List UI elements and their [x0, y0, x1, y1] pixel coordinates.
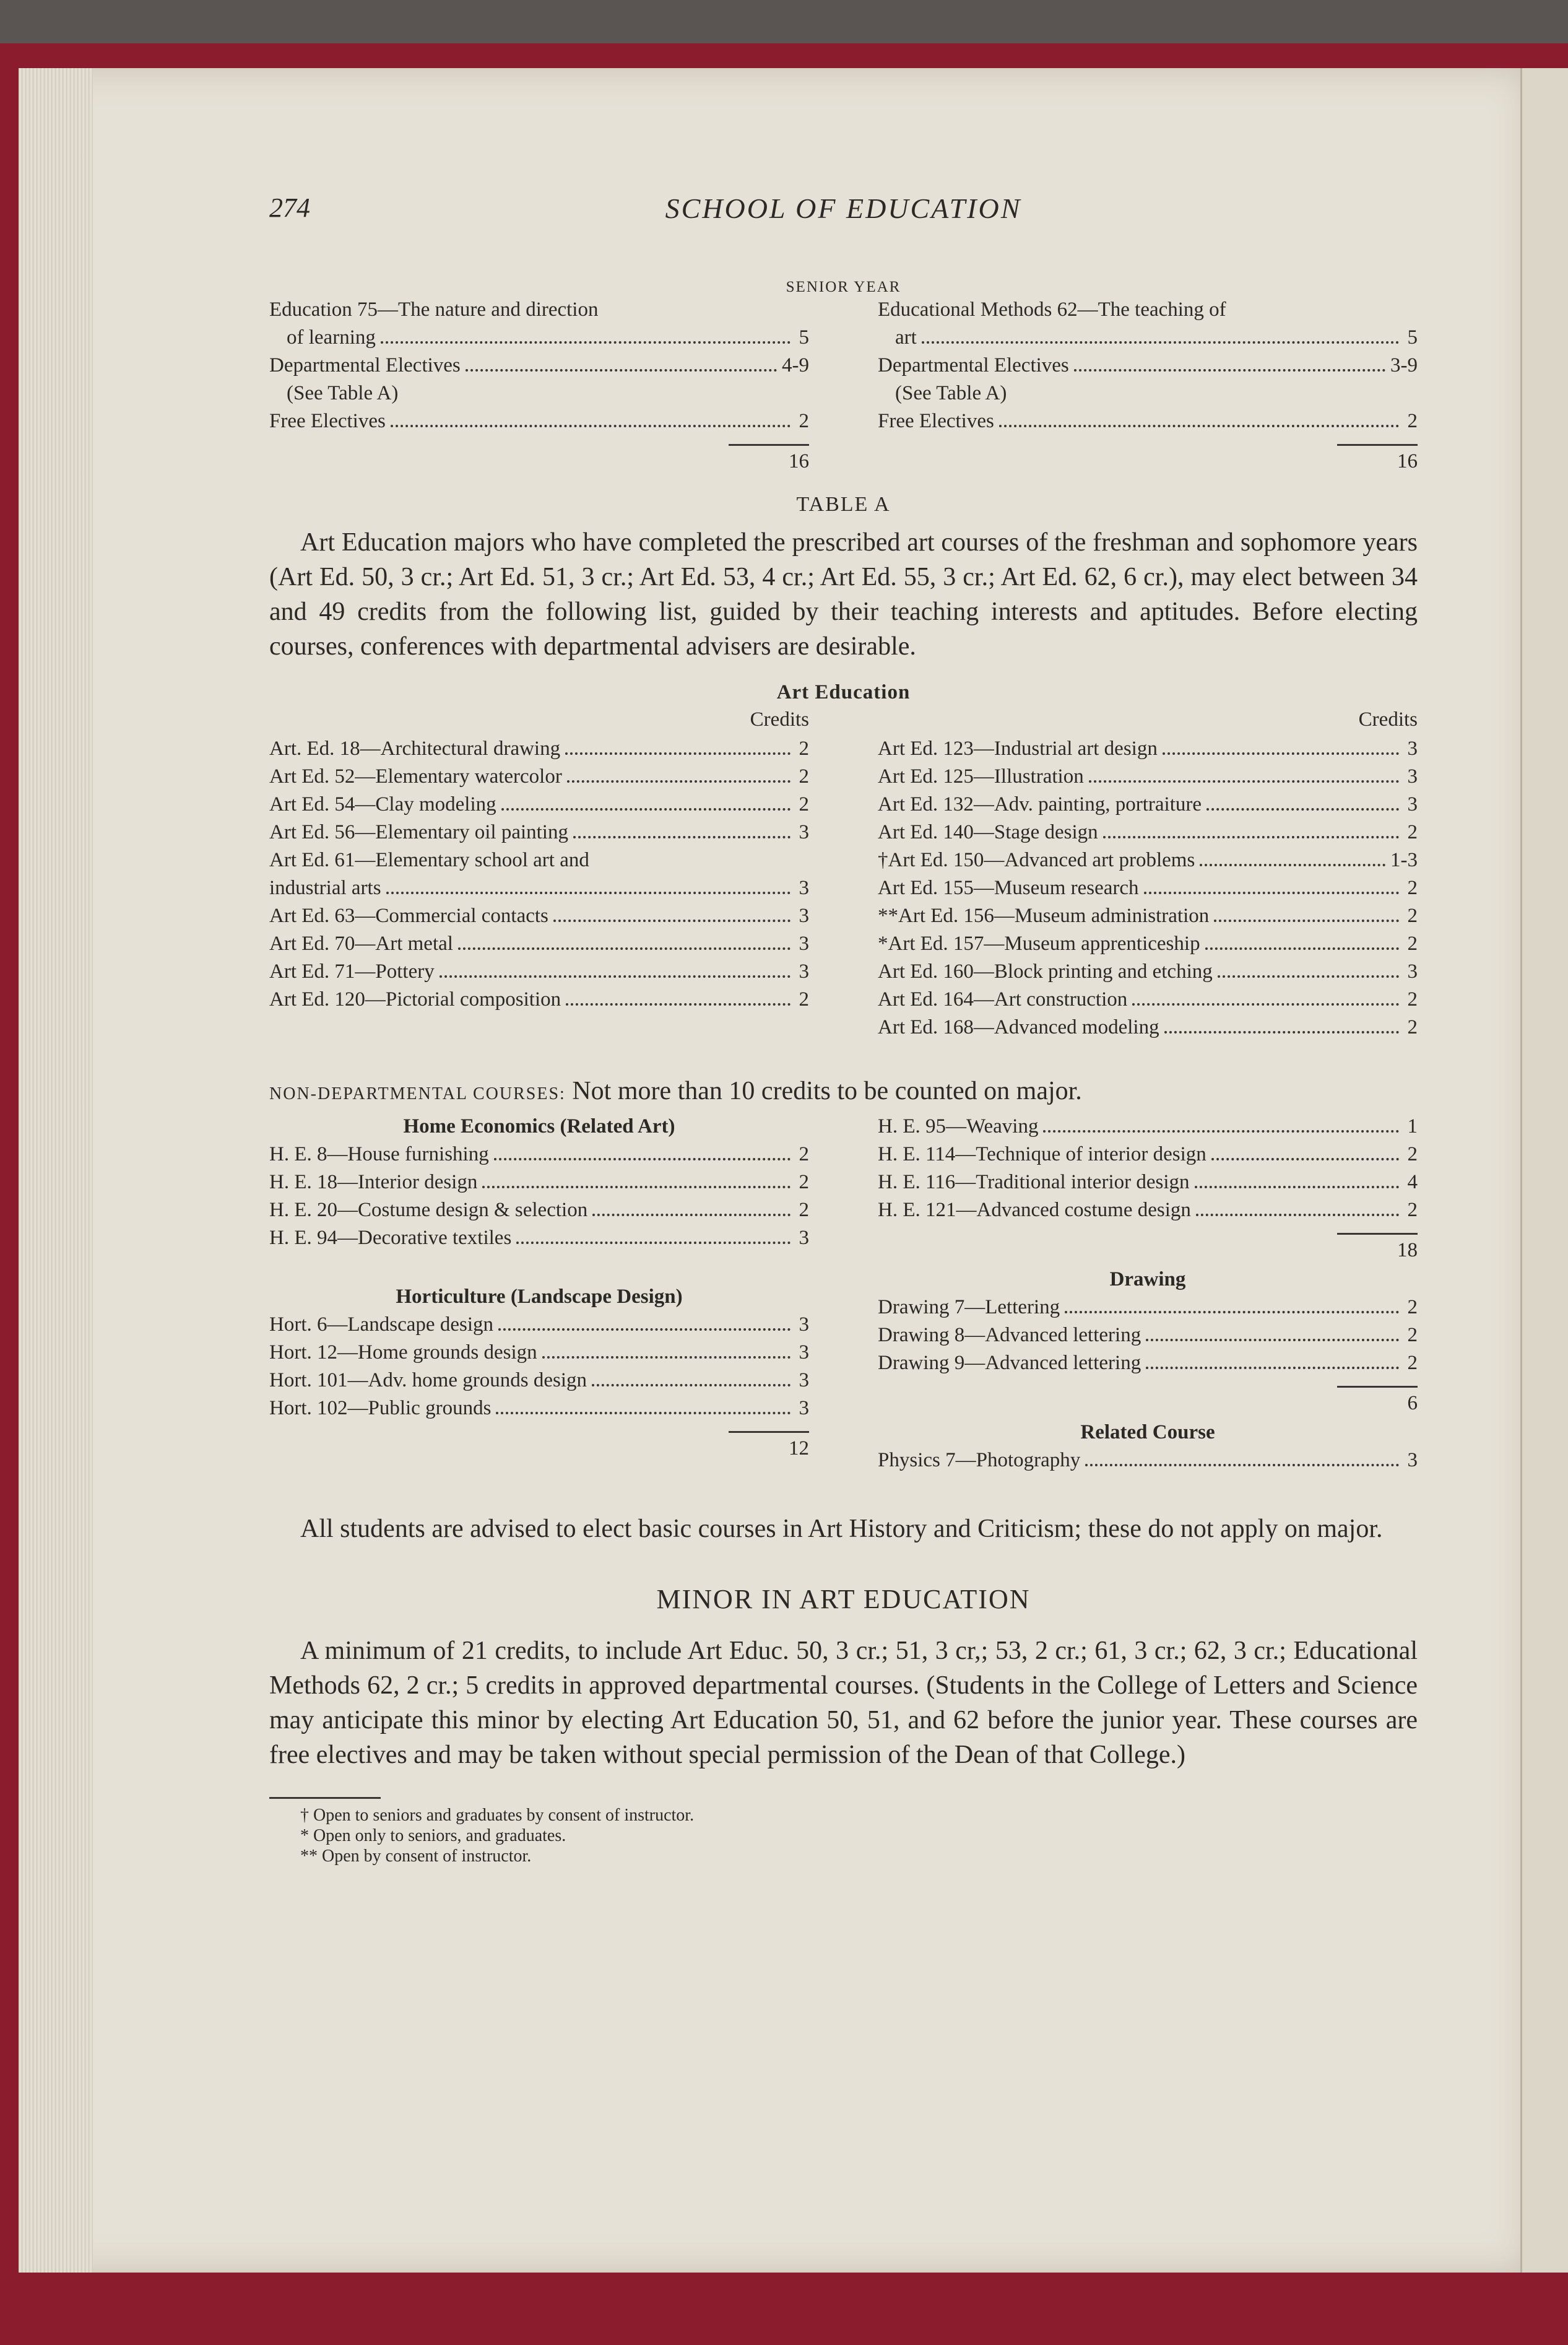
- course-label: H. E. 95—Weaving: [878, 1115, 1039, 1138]
- course-credits: 2: [799, 988, 809, 1011]
- dot-leader: [1218, 975, 1399, 978]
- course-row: [878, 846, 1418, 874]
- dot-leader: [1132, 1003, 1399, 1006]
- dot-leader: [498, 1328, 790, 1331]
- dot-leader: [1146, 1339, 1399, 1341]
- course-label: H. E. 20—Costume design & selection: [269, 1199, 588, 1221]
- course-credits: 3: [1407, 960, 1418, 983]
- course-label: Art Ed. 54—Clay modeling: [269, 793, 496, 816]
- dot-leader: [391, 425, 790, 427]
- course-credits: 4: [1407, 1171, 1418, 1193]
- course-credits: 4-9: [782, 354, 809, 376]
- course-credits: 3-9: [1390, 354, 1418, 376]
- drawing-total: 6: [1407, 1392, 1418, 1414]
- advice-paragraph: All students are advised to elect basic courses in Art History and Criticism; these do not apply on major.: [300, 1515, 1383, 1543]
- course-credits: 3: [799, 821, 809, 843]
- dot-leader: [1103, 836, 1399, 838]
- course-label: Drawing 9—Advanced lettering: [878, 1352, 1141, 1374]
- course-credits: 5: [799, 326, 809, 349]
- course-row: [269, 735, 809, 763]
- footnote-rule: [269, 1797, 381, 1799]
- senior-year-heading: SENIOR YEAR: [786, 279, 901, 295]
- course-credits: 3: [799, 1313, 809, 1336]
- course-credits: 3: [799, 1397, 809, 1419]
- dot-leader: [1214, 920, 1399, 922]
- course-credits: 2: [1407, 1352, 1418, 1374]
- course-row: [269, 763, 809, 791]
- facing-page-edge: [1520, 68, 1568, 2273]
- course-credits: 3: [799, 877, 809, 899]
- home-economics-heading: Home Economics (Related Art): [403, 1115, 675, 1138]
- course-label: Art Ed. 120—Pictorial composition: [269, 988, 561, 1011]
- horticulture-total: 12: [789, 1437, 809, 1460]
- course-label: Physics 7—Photography: [878, 1449, 1081, 1471]
- dot-leader: [1164, 1031, 1399, 1033]
- course-row: [878, 1321, 1418, 1349]
- course-row: [269, 1367, 809, 1394]
- course-label: Art Ed. 164—Art construction: [878, 988, 1128, 1011]
- senior-year-totals: [269, 435, 1418, 477]
- senior-year-right: [878, 296, 1418, 435]
- course-label: Hort. 12—Home grounds design: [269, 1341, 537, 1364]
- horticulture-list: [269, 1311, 809, 1422]
- course-label: Art Ed. 168—Advanced modeling: [878, 1016, 1159, 1038]
- course-label: H. E. 94—Decorative textiles: [269, 1227, 512, 1249]
- footnotes: [269, 1805, 1418, 1866]
- course-row: Educational Methods 62—The teaching of: [878, 298, 1226, 321]
- page-number: 274: [269, 193, 310, 223]
- course-row: [269, 958, 809, 986]
- course-row: [269, 1394, 809, 1422]
- related-course-list: [878, 1447, 1418, 1474]
- course-credits: 2: [1407, 1296, 1418, 1318]
- course-row: [878, 1113, 1418, 1141]
- course-row: [878, 1294, 1418, 1321]
- credits-header-left: Credits: [750, 708, 809, 731]
- page-content: [269, 192, 1418, 1866]
- dot-leader: [553, 920, 790, 922]
- course-label: Hort. 101—Adv. home grounds design: [269, 1369, 587, 1391]
- course-label: art: [895, 326, 917, 349]
- running-title: SCHOOL OF EDUCATION: [665, 193, 1022, 224]
- dot-leader: [1043, 1130, 1399, 1133]
- course-label: H. E. 114—Technique of interior design: [878, 1143, 1206, 1165]
- course-credits: 2: [1407, 410, 1418, 432]
- course-credits: 2: [1407, 988, 1418, 1011]
- course-credits: 2: [799, 1143, 809, 1165]
- dot-leader: [501, 808, 790, 811]
- dot-leader: [1196, 1214, 1399, 1216]
- course-credits: 2: [799, 765, 809, 788]
- dot-leader: [592, 1214, 790, 1216]
- art-education-columns: [269, 704, 1418, 1042]
- course-label: Art Ed. 132—Adv. painting, portraiture: [878, 793, 1202, 816]
- course-row: [878, 902, 1418, 930]
- course-row: Education 75—The nature and direction: [269, 298, 599, 321]
- course-row: [878, 352, 1418, 380]
- dot-leader: [592, 1384, 790, 1386]
- course-credits: 2: [1407, 1143, 1418, 1165]
- course-label: Hort. 102—Public grounds: [269, 1397, 492, 1419]
- dot-leader: [1195, 1186, 1399, 1188]
- course-label: industrial arts: [269, 877, 381, 899]
- course-credits: 3: [799, 1369, 809, 1391]
- course-row: [269, 819, 809, 846]
- drawing-list: [878, 1294, 1418, 1377]
- credits-header-right: Credits: [1358, 708, 1418, 731]
- footnote: * Open only to seniors, and graduates.: [300, 1826, 566, 1845]
- dot-leader: [466, 369, 777, 372]
- course-row: [269, 1339, 809, 1367]
- dot-leader: [386, 892, 790, 894]
- course-label: **Art Ed. 156—Museum administration: [878, 905, 1210, 927]
- course-credits: 2: [1407, 1199, 1418, 1221]
- non-departmental-text: Not more than 10 credits to be counted on major.: [572, 1077, 1082, 1105]
- course-credits: 2: [799, 737, 809, 760]
- course-credits: 2: [799, 410, 809, 432]
- course-row: [878, 958, 1418, 986]
- course-row: [878, 791, 1418, 819]
- course-row: Art Ed. 61—Elementary school art and: [269, 849, 589, 871]
- course-label: †Art Ed. 150—Advanced art problems: [878, 849, 1195, 871]
- art-education-left: [269, 735, 809, 1014]
- course-label: Art Ed. 123—Industrial art design: [878, 737, 1158, 760]
- art-education-heading: Art Education: [776, 681, 911, 703]
- electives-columns: [269, 1113, 1418, 1474]
- course-credits: 2: [1407, 933, 1418, 955]
- table-a-paragraph: Art Education majors who have completed the prescribed art courses of the freshman and sophomore years (Art Ed. 50, 3 cr.; Art Ed. 51, 3 cr.; Art Ed. 53, 4 cr.; Art Ed. 55, 3 cr.; Art Ed. 62, 6 cr.), may elect between 34 and 49 credits from the following list, guided by their teaching interests and aptitudes. Before electing courses, conferences with departmental advisers are desirable.: [269, 528, 1418, 661]
- course-credits: 3: [1407, 1449, 1418, 1471]
- course-row: [878, 1014, 1418, 1042]
- course-credits: 5: [1407, 326, 1418, 349]
- dot-leader: [516, 1242, 790, 1244]
- course-credits: 2: [799, 1171, 809, 1193]
- course-row: [878, 735, 1418, 763]
- course-row: [269, 1141, 809, 1168]
- home-economics-total: 18: [1397, 1239, 1418, 1261]
- course-label: Art Ed. 63—Commercial contacts: [269, 905, 548, 927]
- course-row: (See Table A): [895, 382, 1007, 404]
- course-label: Drawing 8—Advanced lettering: [878, 1324, 1141, 1346]
- table-a-heading: TABLE A: [796, 493, 891, 516]
- course-row: [878, 324, 1418, 352]
- course-row: [269, 1224, 809, 1252]
- course-label: Departmental Electives: [269, 354, 461, 376]
- course-credits: 1: [1407, 1115, 1418, 1138]
- dot-leader: [1200, 864, 1385, 866]
- dot-leader: [1146, 1367, 1399, 1369]
- course-row: [878, 1196, 1418, 1224]
- dot-leader: [1163, 752, 1399, 755]
- course-label: Art Ed. 56—Elementary oil painting: [269, 821, 568, 843]
- course-credits: 2: [1407, 1324, 1418, 1346]
- course-credits: 3: [799, 905, 809, 927]
- dot-leader: [496, 1412, 790, 1414]
- course-row: [269, 930, 809, 958]
- course-label: Free Electives: [269, 410, 386, 432]
- course-row: [878, 930, 1418, 958]
- dot-leader: [1085, 1464, 1399, 1466]
- non-departmental-note: [269, 1072, 1418, 1113]
- course-row: [269, 874, 809, 902]
- course-label: H. E. 116—Traditional interior design: [878, 1171, 1190, 1193]
- course-label: Art Ed. 52—Elementary watercolor: [269, 765, 562, 788]
- course-credits: 2: [1407, 877, 1418, 899]
- course-credits: 3: [799, 1341, 809, 1364]
- course-row: [878, 763, 1418, 791]
- course-row: [269, 1196, 809, 1224]
- course-label: of learning: [287, 326, 376, 349]
- course-label: Drawing 7—Lettering: [878, 1296, 1060, 1318]
- course-credits: 2: [1407, 1016, 1418, 1038]
- dot-leader: [567, 780, 790, 783]
- course-row: [269, 902, 809, 930]
- course-label: H. E. 18—Interior design: [269, 1171, 478, 1193]
- course-row: [269, 1168, 809, 1196]
- dot-leader: [573, 836, 790, 838]
- course-label: Art Ed. 155—Museum research: [878, 877, 1139, 899]
- related-course-heading: Related Course: [1080, 1421, 1215, 1443]
- course-row: [878, 407, 1418, 435]
- course-row: [878, 986, 1418, 1014]
- dot-leader: [381, 341, 790, 344]
- dot-leader: [999, 425, 1399, 427]
- art-education-right: [878, 735, 1418, 1042]
- drawing-heading: Drawing: [1109, 1268, 1186, 1290]
- course-row: [269, 791, 809, 819]
- course-row: [878, 1447, 1418, 1474]
- course-credits: 3: [799, 960, 809, 983]
- dot-leader: [1089, 780, 1399, 783]
- course-credits: 3: [1407, 793, 1418, 816]
- course-credits: 3: [1407, 737, 1418, 760]
- dot-leader: [565, 752, 790, 755]
- dot-leader: [494, 1158, 790, 1160]
- course-label: *Art Ed. 157—Museum apprenticeship: [878, 933, 1200, 955]
- course-row: [269, 324, 809, 352]
- course-label: Art Ed. 125—Illustration: [878, 765, 1084, 788]
- senior-left-total: 16: [789, 450, 809, 472]
- senior-year-columns: [269, 296, 1418, 435]
- dot-leader: [482, 1186, 790, 1188]
- course-label: Art. Ed. 18—Architectural drawing: [269, 737, 561, 760]
- dot-leader: [1065, 1311, 1399, 1313]
- course-label: Art Ed. 160—Block printing and etching: [878, 960, 1213, 983]
- dot-leader: [1074, 369, 1385, 372]
- dot-leader: [542, 1356, 790, 1359]
- course-label: Departmental Electives: [878, 354, 1069, 376]
- course-credits: 3: [1407, 765, 1418, 788]
- course-row: [878, 1141, 1418, 1168]
- footnote: ** Open by consent of instructor.: [300, 1847, 532, 1866]
- minor-heading: MINOR IN ART EDUCATION: [656, 1584, 1031, 1614]
- course-credits: 1-3: [1390, 849, 1418, 871]
- page-edges: [19, 68, 93, 2273]
- course-credits: 2: [1407, 821, 1418, 843]
- course-label: H. E. 8—House furnishing: [269, 1143, 489, 1165]
- course-credits: 2: [1407, 905, 1418, 927]
- course-row: (See Table A): [287, 382, 399, 404]
- senior-right-total: 16: [1397, 450, 1418, 472]
- course-row: [269, 352, 809, 380]
- course-row: [878, 1349, 1418, 1377]
- course-row: [269, 1311, 809, 1339]
- non-departmental-label: NON-DEPARTMENTAL COURSES:: [269, 1084, 566, 1103]
- dot-leader: [1144, 892, 1399, 894]
- dot-leader: [1205, 947, 1399, 950]
- minor-paragraph: A minimum of 21 credits, to include Art Educ. 50, 3 cr.; 51, 3 cr,; 53, 2 cr.; 61, 3 cr.; 62, 3 cr.; Educational Methods 62, 2 cr.; 5 credits in approved departmental courses. (Students in the College of Letters and Science may anticipate this minor by electing Art Education 50, 51, and 62 before the junior year. These courses are free electives and may be taken without special permission of the Dean of that College.): [269, 1637, 1418, 1769]
- course-credits: 2: [799, 1199, 809, 1221]
- course-row: [878, 819, 1418, 846]
- course-credits: 3: [799, 1227, 809, 1249]
- running-header: [269, 192, 1418, 235]
- course-label: Free Electives: [878, 410, 994, 432]
- course-row: [878, 874, 1418, 902]
- horticulture-heading: Horticulture (Landscape Design): [396, 1286, 683, 1308]
- footnote: † Open to seniors and graduates by consent of instructor.: [300, 1806, 695, 1825]
- course-credits: 2: [799, 793, 809, 816]
- course-row: [269, 986, 809, 1014]
- course-credits: 3: [799, 933, 809, 955]
- dot-leader: [922, 341, 1399, 344]
- dot-leader: [1211, 1158, 1399, 1160]
- dot-leader: [566, 1003, 790, 1006]
- home-economics-left: [269, 1141, 809, 1252]
- course-label: Art Ed. 71—Pottery: [269, 960, 435, 983]
- course-label: Art Ed. 70—Art metal: [269, 933, 453, 955]
- senior-year-left: [269, 296, 809, 435]
- course-label: H. E. 121—Advanced costume design: [878, 1199, 1191, 1221]
- dot-leader: [458, 947, 790, 950]
- course-label: Hort. 6—Landscape design: [269, 1313, 493, 1336]
- course-row: [269, 407, 809, 435]
- dot-leader: [1206, 808, 1399, 811]
- home-economics-right: [878, 1113, 1418, 1224]
- course-row: [878, 1168, 1418, 1196]
- dot-leader: [440, 975, 790, 978]
- course-label: Art Ed. 140—Stage design: [878, 821, 1098, 843]
